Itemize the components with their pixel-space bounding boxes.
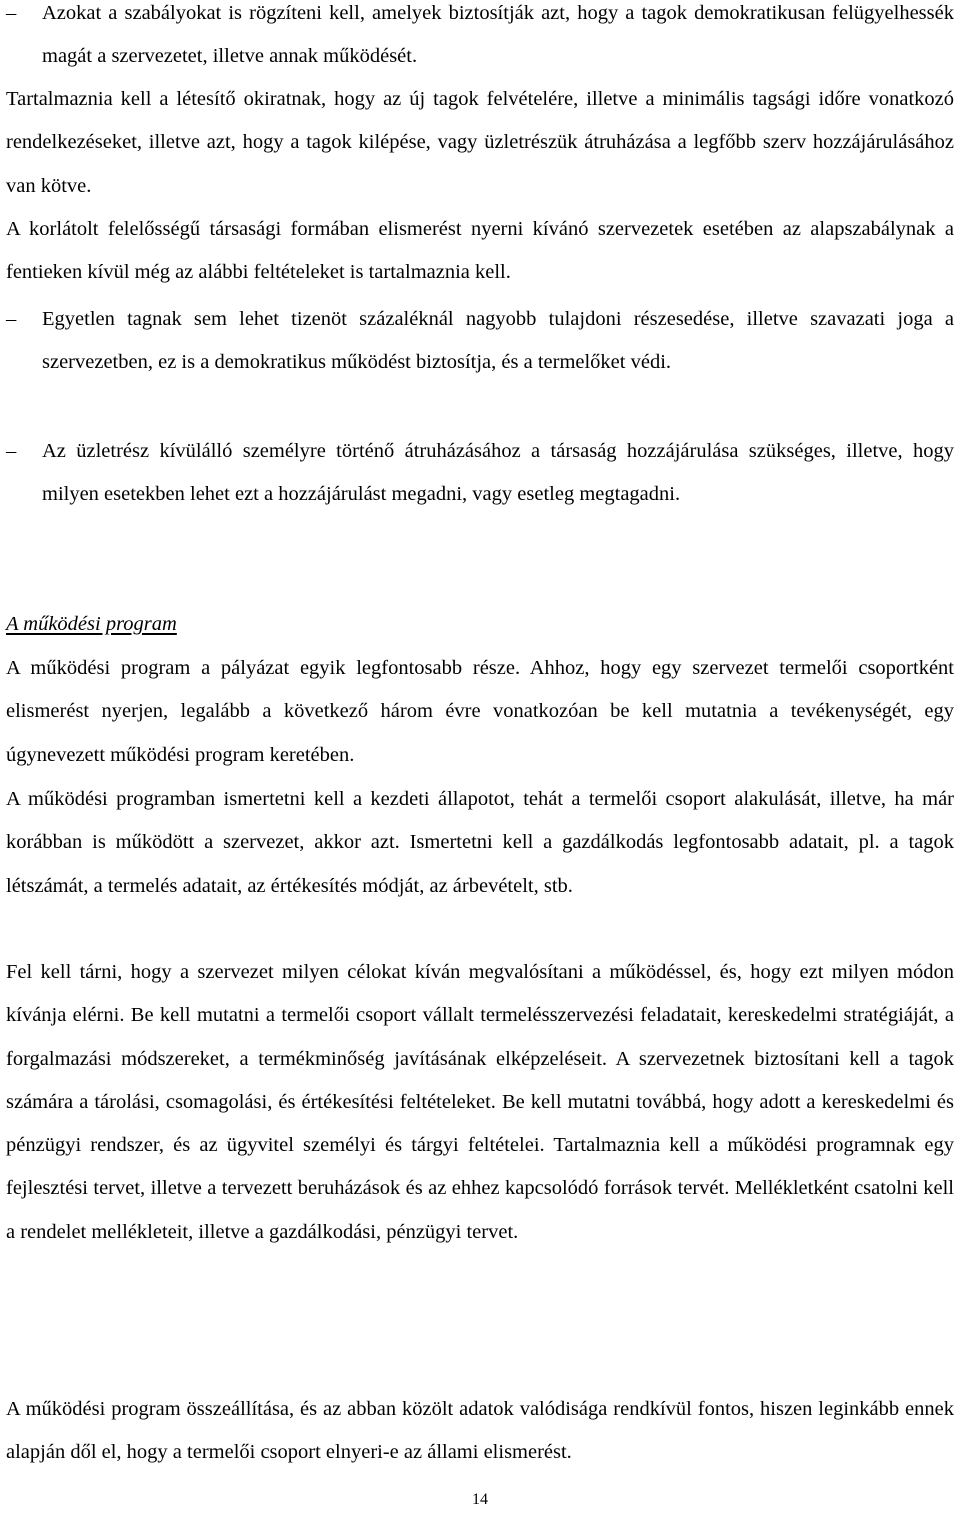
paragraph-membership-rules: Tartalmaznia kell a létesítő okiratnak, hogy az új tagok felvételére, illetve a minimális tagsági időre vonatkozó rendelkezéseket, illetve azt, hogy a tagok kilépése, vagy üzletrészük átruházása a legfőbb szerv hozzájárulásához van kötve. [6,88,954,197]
paragraph-limited-liability: A korlátolt felelősségű társasági formában elismerést nyerni kívánó szervezetek esetében az alapszabálynak a fentieken kívül még az alábbi feltételeket is tartalmaznia kell. [6,218,954,284]
bullet-text: Az üzletrész kívülálló személyre történő átruházásához a társaság hozzájárulása szükséges, illetve, hogy milyen esetekben lehet ezt a hozzájárulást megadni, vagy esetleg megtagadni. [42,440,954,506]
paragraph-program-intro: A működési program a pályázat egyik legfontosabb része. Ahhoz, hogy egy szervezet termelői csoportként elismerést nyerjen, legalább a következő három évre vonatkozóan be kell mutatnia a tevékenységét, egy úgynevezett működési program keretében. [6,657,954,766]
paragraph-initial-state: A működési programban ismertetni kell a kezdeti állapotot, tehát a termelői csoport alakulását, illetve, ha már korábban is működött a szervezet, akkor azt. Ismertetni kell a gazdálkodás legfontosabb adatait, pl. a tagok létszámát, a termelés adatait, az értékesítés módját, az árbevételt, stb. [6,788,954,897]
bullet-text: Egyetlen tagnak sem lehet tizenöt százaléknál nagyobb tulajdoni részesedése, illetve szavazati joga a szervezetben, ez is a demokratikus működést biztosítja, és a termelőket védi. [42,308,954,374]
bullet-item-share-transfer [6,430,954,517]
paragraph-goals: Fel kell tárni, hogy a szervezet milyen célokat kíván megvalósítani a működéssel, és, hogy ezt milyen módon kívánja elérni. Be kell mutatni a termelői csoport vállalt termelésszervezési feladatait, kereskedelmi stratégiáját, a forgalmazási módszereket, a termékminőség javításának elképzeléseit. A szervezetnek biztosítani kell a tagok számára a tárolási, csomagolási, és értékesítési feltételeket. Be kell mutatni továbbá, hogy adott a kereskedelmi és pénzügyi rendszer, és az ügyvitel személyi és tárgyi feltételei. Tartalmaznia kell a működési programnak egy fejlesztési tervet, illetve a tervezett beruházások és az ehhez kapcsolódó források tervét. Mellékletként csatolni kell a rendelet mellékleteit, illetve a gazdálkodási, pénzügyi tervet. [6,961,954,1243]
dash-bullet-marker: – [6,308,17,330]
dash-bullet-marker: – [6,2,17,24]
page-number: 14 [472,1491,488,1508]
bullet-item-democratic-control [6,0,954,79]
section-heading: A működési program [6,613,177,635]
paragraph-importance: A működési program összeállítása, és az abban közölt adatok valódisága rendkívül fontos, hiszen leginkább ennek alapján dől el, hogy a termelői csoport elnyeri-e az állami elismerést. [6,1398,954,1464]
bullet-item-ownership-share [6,298,954,385]
dash-bullet-marker: – [6,440,17,462]
bullet-text: Azokat a szabályokat is rögzíteni kell, amelyek biztosítják azt, hogy a tagok demokratikusan felügyelhessék magát a szervezetet, illetve annak működését. [42,2,954,68]
